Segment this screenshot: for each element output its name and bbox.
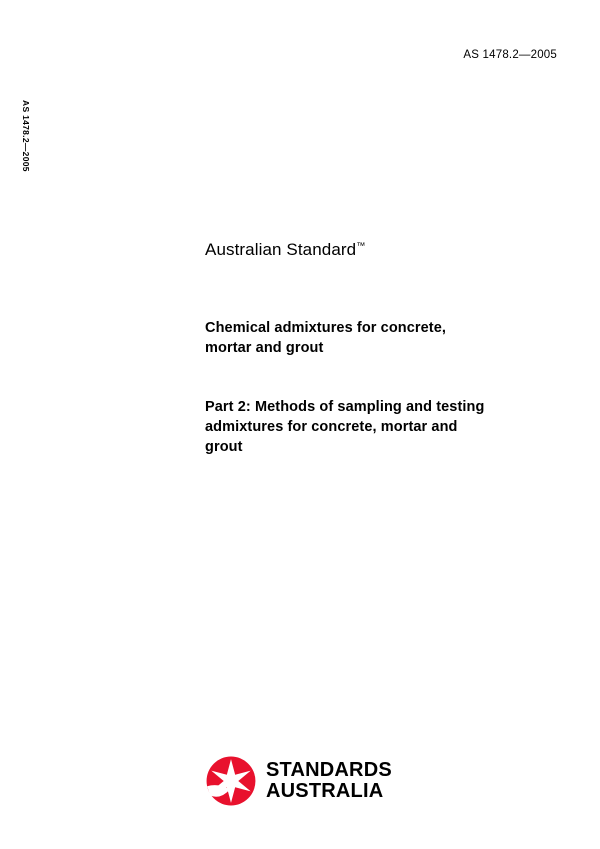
logo-wordmark <box>266 760 392 802</box>
logo-line-australia: AUSTRALIA <box>266 780 384 802</box>
title-block <box>205 240 565 457</box>
standard-reference-header: AS 1478.2—2005 <box>463 49 557 61</box>
standards-australia-logo <box>205 755 392 807</box>
publisher-brand <box>205 240 565 260</box>
page-title: Chemical admixtures for concrete, mortar and grout <box>205 320 447 356</box>
publisher-brand-text: Australian Standard <box>205 240 357 259</box>
logo-line-standards: STANDARDS <box>266 758 392 781</box>
part-title: Part 2: Methods of sampling and testing admixtures for concrete, mortar and grout <box>205 399 485 455</box>
spine-standard-reference: AS 1478.2—2005 <box>21 100 31 172</box>
trademark-symbol: ™ <box>356 240 366 251</box>
standards-australia-star-icon <box>205 755 257 807</box>
